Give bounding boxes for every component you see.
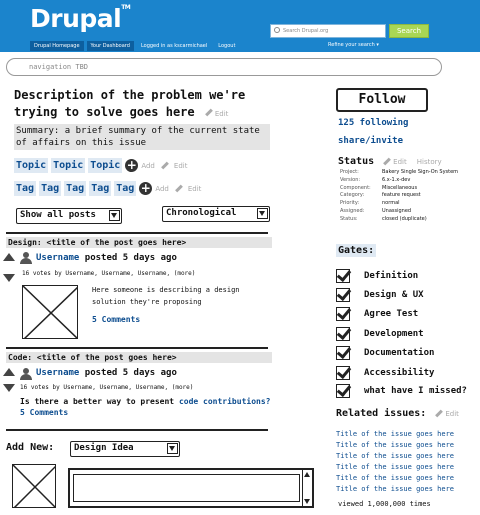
related-issue-link[interactable]: Title of the issue goes here xyxy=(336,430,455,438)
tag-pill[interactable]: Tag xyxy=(66,183,85,194)
related-issues-label: Related issues: Edit xyxy=(336,408,459,419)
navigation-bar[interactable]: navigation TBD xyxy=(6,58,442,76)
chevron-down-icon xyxy=(257,208,268,219)
post-author-line: Username posted 5 days ago xyxy=(36,368,177,378)
gate-documentation[interactable]: Documentation xyxy=(336,346,434,360)
checkbox-checked-icon[interactable] xyxy=(336,327,350,341)
tags-row xyxy=(14,181,201,196)
property-row: Assigned: Unassigned xyxy=(340,207,412,214)
title-edit-link[interactable]: Edit xyxy=(214,110,229,118)
new-post-textarea[interactable] xyxy=(68,468,314,508)
chevron-down-icon xyxy=(167,443,178,454)
related-issue-link[interactable]: Title of the issue goes here xyxy=(336,463,455,471)
post-comments-link[interactable]: 5 Comments xyxy=(92,315,141,324)
checkbox-checked-icon[interactable] xyxy=(336,366,350,380)
topics-row xyxy=(14,158,187,173)
site-header xyxy=(0,0,480,52)
checkbox-checked-icon[interactable] xyxy=(336,384,350,398)
sort-order-dropdown[interactable]: Chronological xyxy=(162,206,270,222)
property-row: Priority: normal xyxy=(340,200,400,207)
add-new-label: Add New: xyxy=(6,442,55,453)
gate-definition[interactable]: Definition xyxy=(336,269,418,283)
property-row: Component: Miscellaneous xyxy=(340,184,418,191)
topic-pill[interactable]: Topic xyxy=(53,160,84,171)
divider xyxy=(6,232,268,234)
gate-design-ux[interactable]: Design & UX xyxy=(336,288,424,302)
status-section: Status Edit History xyxy=(338,156,442,167)
follow-button[interactable]: Follow xyxy=(336,88,428,112)
divider xyxy=(6,429,268,431)
pencil-icon xyxy=(383,157,391,165)
post-author-link[interactable]: Username xyxy=(36,253,80,263)
topic-edit-link[interactable]: Edit xyxy=(173,161,188,170)
checkbox-checked-icon[interactable] xyxy=(336,269,350,283)
attach-image-placeholder[interactable] xyxy=(12,464,56,508)
tag-pill[interactable]: Tag xyxy=(91,183,110,194)
related-issue-link[interactable]: Title of the issue goes here xyxy=(336,485,455,493)
vote-down-icon[interactable] xyxy=(3,274,15,282)
pencil-icon xyxy=(205,109,213,117)
related-issue-link[interactable]: Title of the issue goes here xyxy=(336,474,455,482)
post-votes: 16 votes by Username, Username, Username, (more) xyxy=(20,384,194,391)
property-row: Category: feature request xyxy=(340,192,421,199)
property-row: Status: closed (duplicate) xyxy=(340,215,427,222)
tag-pill[interactable]: Tag xyxy=(16,183,35,194)
nav-logout[interactable]: Logout xyxy=(218,43,236,49)
status-edit-link[interactable]: Edit xyxy=(393,158,407,166)
user-icon xyxy=(20,368,32,380)
topic-pill[interactable]: Topic xyxy=(16,160,47,171)
image-placeholder-icon xyxy=(23,286,78,339)
related-issue-link[interactable]: Title of the issue goes here xyxy=(336,452,455,460)
following-count-link[interactable]: 125 following xyxy=(338,118,409,128)
vote-up-icon[interactable] xyxy=(3,253,15,261)
issue-title: Description of the problem we're trying to solve goes here Edit xyxy=(14,88,246,119)
post-type-dropdown[interactable]: Design Idea xyxy=(70,441,180,457)
add-tag-link[interactable]: Add xyxy=(155,184,169,193)
post-author-line: Username posted 5 days ago xyxy=(36,253,177,263)
textarea-inner xyxy=(73,474,300,502)
tag-pill[interactable]: Tag xyxy=(116,183,135,194)
pencil-icon xyxy=(161,162,169,170)
post-body: Is there a better way to present code contributions? xyxy=(20,397,271,406)
history-link[interactable]: History xyxy=(416,158,442,166)
header-nav xyxy=(30,41,239,51)
add-topic-icon[interactable]: + xyxy=(126,158,137,172)
topic-pill[interactable]: Topic xyxy=(90,160,121,171)
issue-properties xyxy=(340,169,458,224)
gate-development[interactable]: Development xyxy=(336,327,424,341)
gate-what-missed[interactable]: what have I missed? xyxy=(336,384,467,398)
post-votes: 16 votes by Username, Username, Username, (more) xyxy=(22,270,196,277)
add-topic-link[interactable]: Add xyxy=(141,161,155,170)
post-header: Design: <title of the post goes here> xyxy=(6,237,272,248)
image-placeholder-icon xyxy=(13,465,56,508)
checkbox-checked-icon[interactable] xyxy=(336,307,350,321)
checkbox-checked-icon[interactable] xyxy=(336,346,350,360)
property-row: Project: Bakery Single Sign-On System xyxy=(340,169,459,175)
gate-agree-test[interactable]: Agree Test xyxy=(336,307,418,321)
nav-drupal-homepage[interactable]: Drupal Homepage xyxy=(30,41,84,51)
gate-accessibility[interactable]: Accessibility xyxy=(336,366,434,380)
post-body: Here someone is describing a design solution they're proposing xyxy=(92,286,240,306)
share-invite-link[interactable]: share/invite xyxy=(338,136,404,146)
nav-logged-in[interactable]: Logged in as kscarmichael xyxy=(140,43,208,49)
post-comments-link[interactable]: 5 Comments xyxy=(20,408,69,417)
search-button[interactable]: Search xyxy=(389,24,429,38)
refine-search-link[interactable]: Refine your search ▾ xyxy=(328,42,379,48)
chevron-down-icon xyxy=(109,210,120,221)
user-icon xyxy=(20,252,32,264)
issue-summary: Summary: a brief summary of the current state of affairs on this issue xyxy=(14,124,270,150)
tag-pill[interactable]: Tag xyxy=(41,183,60,194)
add-tag-icon[interactable]: + xyxy=(140,181,151,195)
search-input[interactable]: Search Drupal.org xyxy=(270,24,386,38)
pencil-icon xyxy=(435,409,443,417)
post-author-link[interactable]: Username xyxy=(36,368,80,378)
tag-edit-link[interactable]: Edit xyxy=(187,184,202,193)
show-posts-dropdown[interactable]: Show all posts xyxy=(16,208,122,224)
related-edit-link[interactable]: Edit xyxy=(445,410,459,418)
pencil-icon xyxy=(175,185,183,193)
nav-your-dashboard[interactable]: Your Dashboard xyxy=(87,41,134,51)
post-header: Code: <title of the post goes here> xyxy=(6,352,272,363)
property-row: Version: 6.x-1.x-dev xyxy=(340,176,411,183)
view-count: viewed 1,000,000 times xyxy=(338,500,431,508)
related-issue-link[interactable]: Title of the issue goes here xyxy=(336,441,455,449)
textarea-scrollbar[interactable] xyxy=(302,470,312,506)
checkbox-checked-icon[interactable] xyxy=(336,288,350,302)
image-placeholder xyxy=(22,285,78,339)
search-icon xyxy=(274,27,280,33)
vote-down-icon[interactable] xyxy=(3,384,15,392)
gates-label: Gates: xyxy=(338,245,375,256)
divider xyxy=(6,347,268,349)
drupal-logo[interactable]: Drupal™ xyxy=(30,4,131,33)
vote-up-icon[interactable] xyxy=(3,368,15,376)
code-contributions-link[interactable]: code contributions? xyxy=(178,397,271,406)
